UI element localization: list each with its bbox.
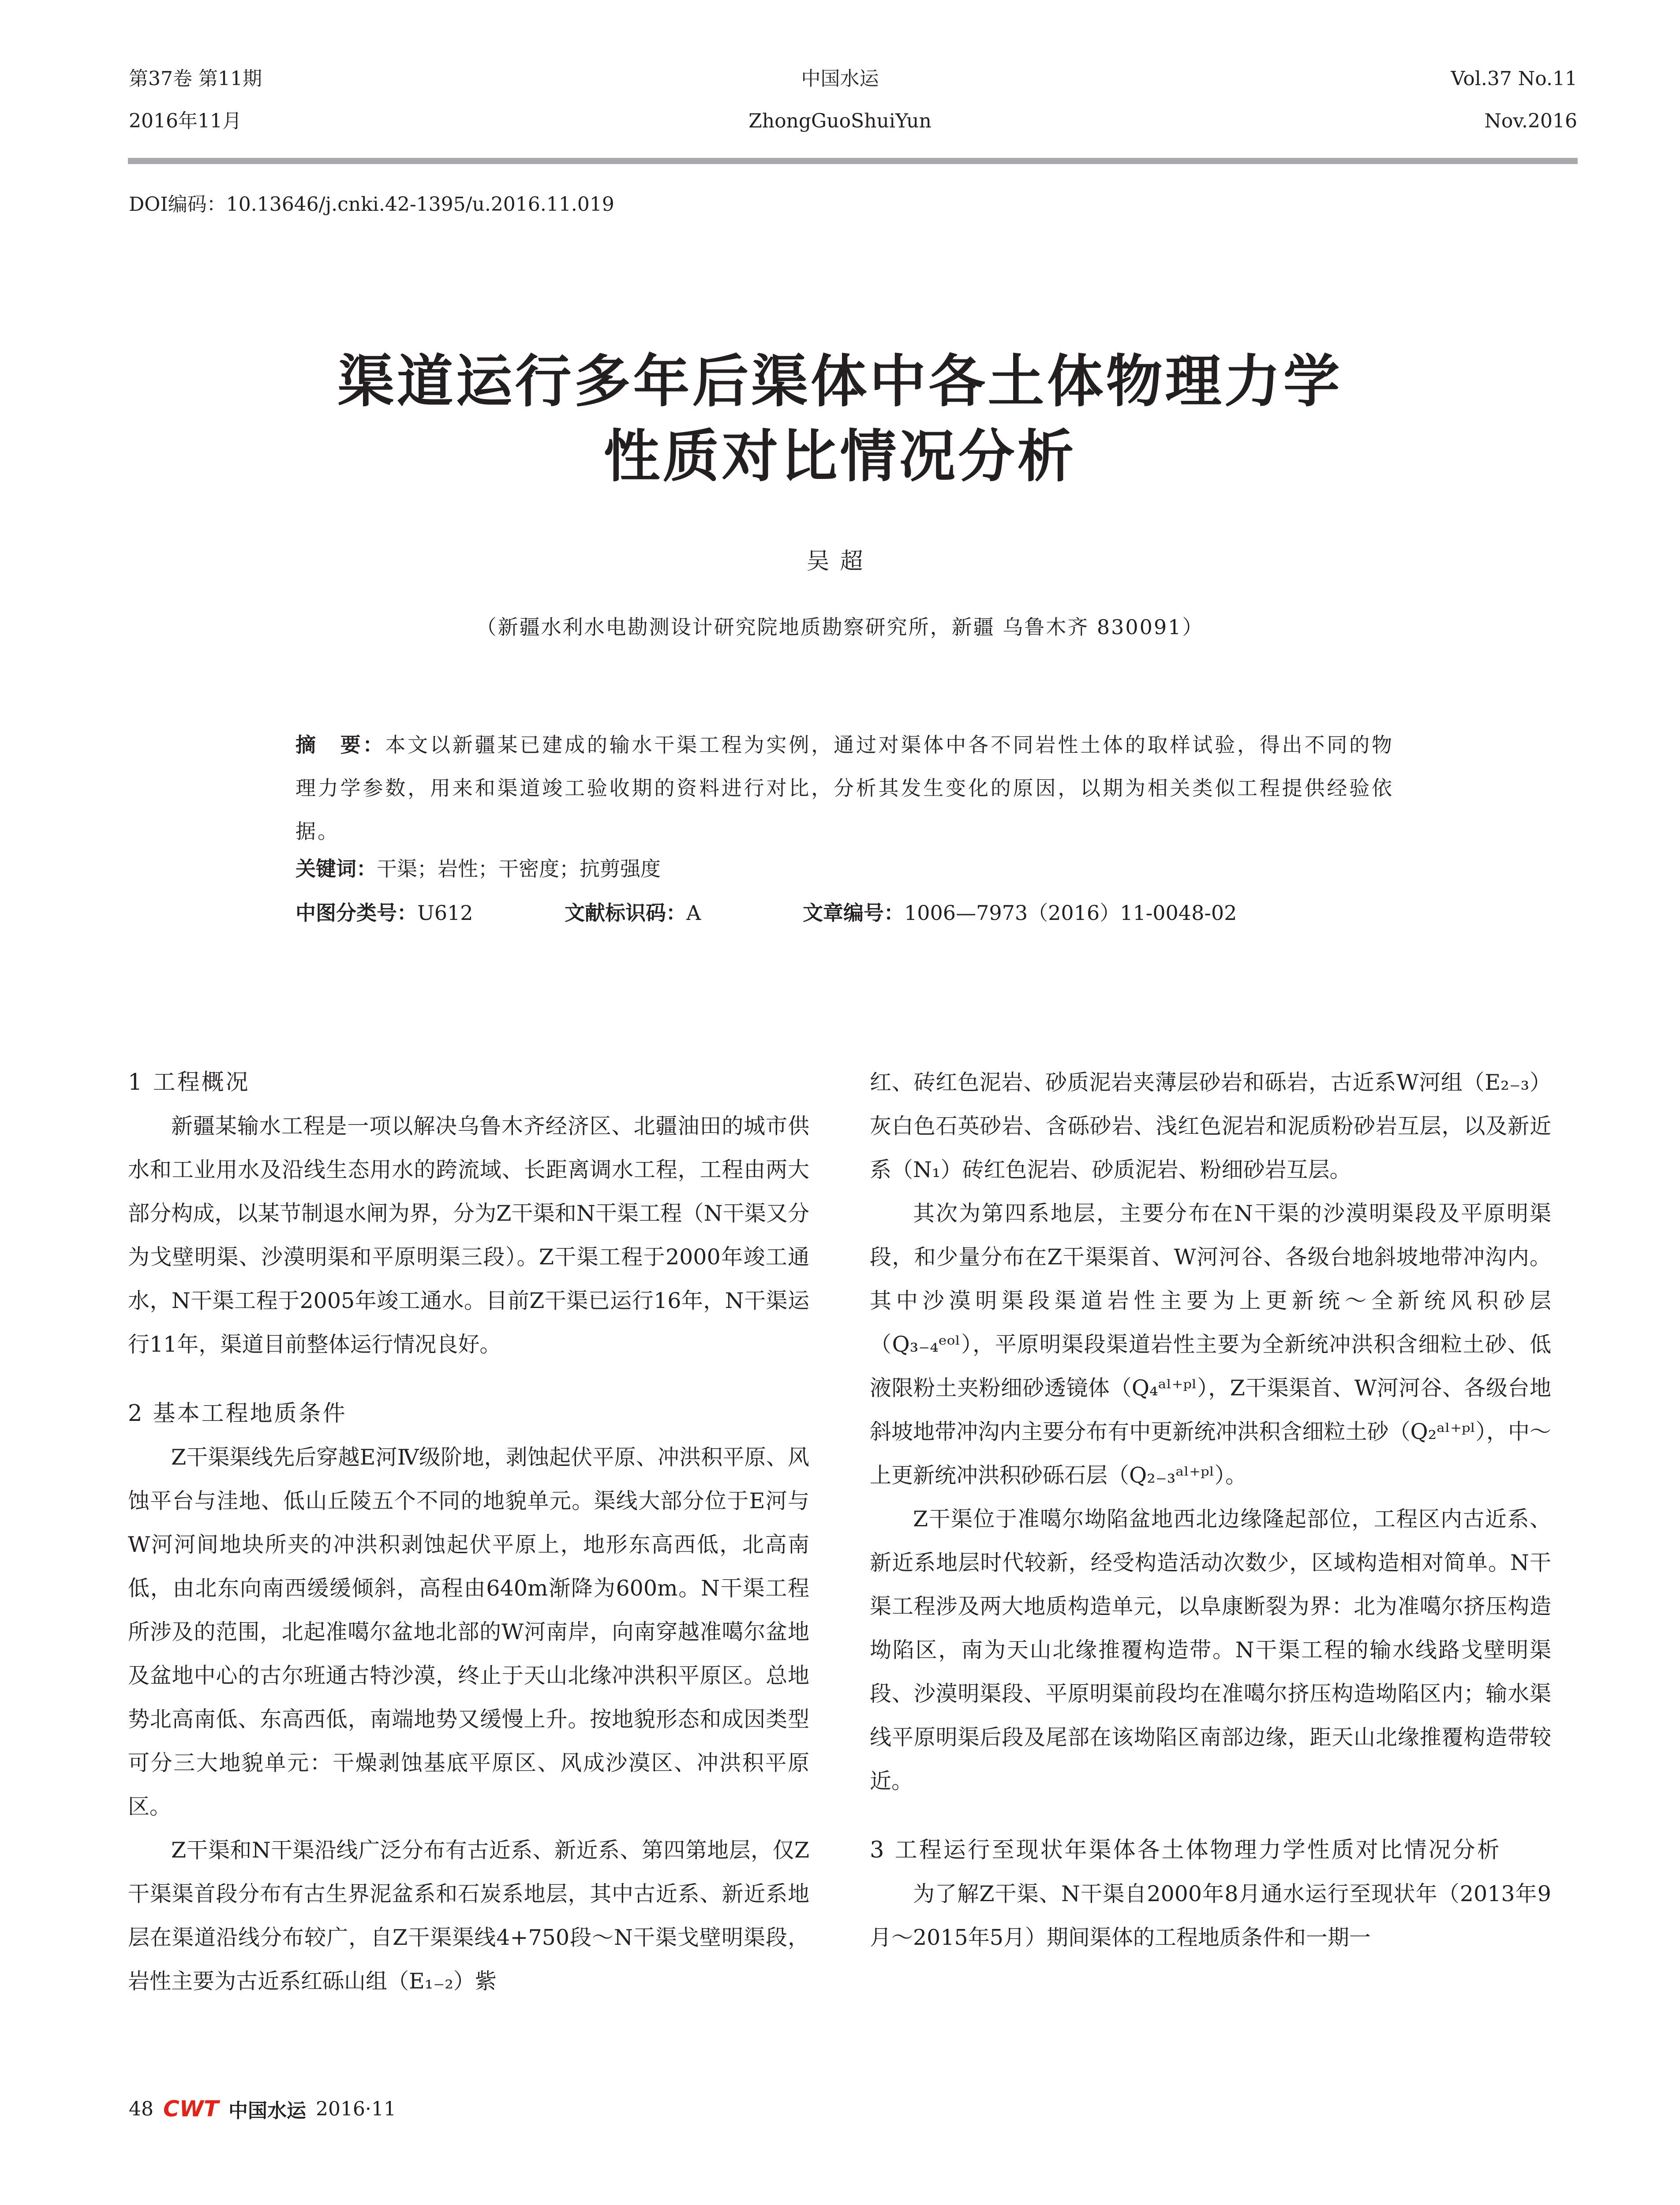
doc-code-value: A [686,901,701,925]
abstract [296,723,1394,853]
footer-issue: 2016·11 [315,2097,396,2120]
header-rule [128,158,1578,164]
header-journal-name: 中国水运 [801,67,879,90]
clc-label: 中图分类号： [296,901,417,925]
left-column [128,1061,809,2003]
header-volume-issue: 第37卷 第11期 [129,67,262,90]
section-2-paragraph-2: Z干渠和N干渠沿线广泛分布有古近系、新近系、第四第地层，仅Z干渠渠首段分布有古生界泥盆系和石炭系地层，其中古近系、新近系地层在渠道沿线分布较广，自Z干渠渠线4+750段～N干渠戈壁明渠段，岩性主要为古近系红砾山组（E₁₋₂）紫 [128,1838,809,1994]
paper-title [0,344,1680,494]
title-line-1: 渠道运行多年后渠体中各土体物理力学 [337,348,1343,415]
classification-row [296,897,1394,928]
page-footer [129,2095,396,2123]
header-journal-pinyin: ZhongGuoShuiYun [748,110,932,132]
section-1-heading: 1 工程概况 [128,1069,250,1095]
header-date: 2016年11月 [129,110,242,132]
author: 吴超 [806,548,874,575]
section-1-paragraph-1: 新疆某输水工程是一项以解决乌鲁木齐经济区、北疆油田的城市供水和工业用水及沿线生态用水的跨流域、长距离调水工程，工程由两大部分构成，以某节制退水闸为界，分为Z干渠和N干渠工程（N干渠又分为戈壁明渠、沙漠明渠和平原明渠三段）。Z干渠工程于2000年竣工通水，N干渠工程于2005年竣工通水。目前Z干渠已运行16年，N干渠运行11年，渠道目前整体运行情况良好。 [128,1114,809,1357]
doi: DOI编码：10.13646/j.cnki.42-1395/u.2016.11.019 [129,193,614,216]
section-3-heading: 3 工程运行至现状年渠体各土体物理力学性质对比情况分析 [870,1837,1501,1863]
footer-magazine-name: 中国水运 [228,2100,306,2122]
affiliation: （新疆水利水电勘测设计研究院地质勘察研究所，新疆 乌鲁木齐 830091） [476,615,1204,639]
abstract-label: 摘 要： [296,733,385,757]
keywords-label: 关键词： [296,857,377,881]
header-vol-no: Vol.37 No.11 [1451,67,1577,90]
abstract-text: 本文以新疆某已建成的输水干渠工程为实例，通过对渠体中各不同岩性土体的取样试验，得出不同的物理力学参数，用来和渠道竣工验收期的资料进行对比，分析其发生变化的原因，以期为相关类似工程提供经验依据。 [296,733,1394,843]
section-2-heading: 2 基本工程地质条件 [128,1401,347,1427]
section-2-paragraph-4: 其次为第四系地层，主要分布在N干渠的沙漠明渠段及平原明渠段，和少量分布在Z干渠渠首、W河河谷、各级台地斜坡地带冲沟内。其中沙漠明渠段渠道岩性主要为上更新统～全新统风积砂层（Q₃₋₄ᵉᵒˡ），平原明渠段渠道岩性主要为全新统冲洪积含细粒土砂、低液限粉土夹粉细砂透镜体（Q₄ᵃˡ⁺ᵖˡ），Z干渠渠首、W河河谷、各级台地斜坡地带冲沟内主要分布有中更新统冲洪积含细粒土砂（Q₂ᵃˡ⁺ᵖˡ），中～上更新统冲洪积砂砾石层（Q₂₋₃ᵃˡ⁺ᵖˡ）。 [870,1201,1551,1488]
keywords-text: 干渠；岩性；干密度；抗剪强度 [377,857,661,881]
article-number-label: 文章编号： [803,901,904,925]
keywords [296,853,661,884]
title-line-2: 性质对比情况分析 [603,423,1077,490]
clc-value: U612 [417,901,473,925]
section-2-paragraph-3: 红、砖红色泥岩、砂质泥岩夹薄层砂岩和砾岩，古近系W河组（E₂₋₃）灰白色石英砂岩、含砾砂岩、浅红色泥岩和泥质粉砂岩互层，以及新近系（N₁）砖红色泥岩、砂质泥岩、粉细砂岩互层。 [870,1070,1551,1182]
section-2-paragraph-1: Z干渠渠线先后穿越E河Ⅳ级阶地，剥蚀起伏平原、冲洪积平原、风蚀平台与洼地、低山丘陵五个不同的地貌单元。渠线大部分位于E河与W河河间地块所夹的冲洪积剥蚀起伏平原上，地形东高西低，北高南低，由北东向南西缓缓倾斜，高程由640m渐降为600m。N干渠工程所涉及的范围，北起准噶尔盆地北部的W河南岸，向南穿越准噶尔盆地及盆地中心的古尔班通古特沙漠，终止于天山北缘冲洪积平原区。总地势北高南低、东高西低，南端地势又缓慢上升。按地貌形态和成因类型可分三大地貌单元：干燥剥蚀基底平原区、风成沙漠区、冲洪积平原区。 [128,1445,809,1819]
right-column [870,1061,1551,1959]
doc-code-label: 文献标识码： [565,901,686,925]
section-2-paragraph-5: Z干渠位于准噶尔坳陷盆地西北边缘隆起部位，工程区内古近系、新近系地层时代较新，经受构造活动次数少，区域构造相对简单。N干渠工程涉及两大地质构造单元，以阜康断裂为界：北为准噶尔挤压构造坳陷区，南为天山北缘推覆构造带。N干渠工程的输水线路戈壁明渠段、沙漠明渠段、平原明渠前段均在准噶尔挤压构造坳陷区内；输水渠线平原明渠后段及尾部在该坳陷区南部边缘，距天山北缘推覆构造带较近。 [870,1506,1551,1794]
page-number: 48 [129,2097,153,2120]
header-month-year: Nov.2016 [1484,110,1577,132]
cwt-logo: CWT [163,2096,219,2122]
section-3-paragraph-1: 为了解Z干渠、N干渠自2000年8月通水运行至现状年（2013年9月～2015年5月）期间渠体的工程地质条件和一期一 [870,1881,1551,1950]
article-number-value: 1006—7973（2016）11-0048-02 [904,901,1237,925]
